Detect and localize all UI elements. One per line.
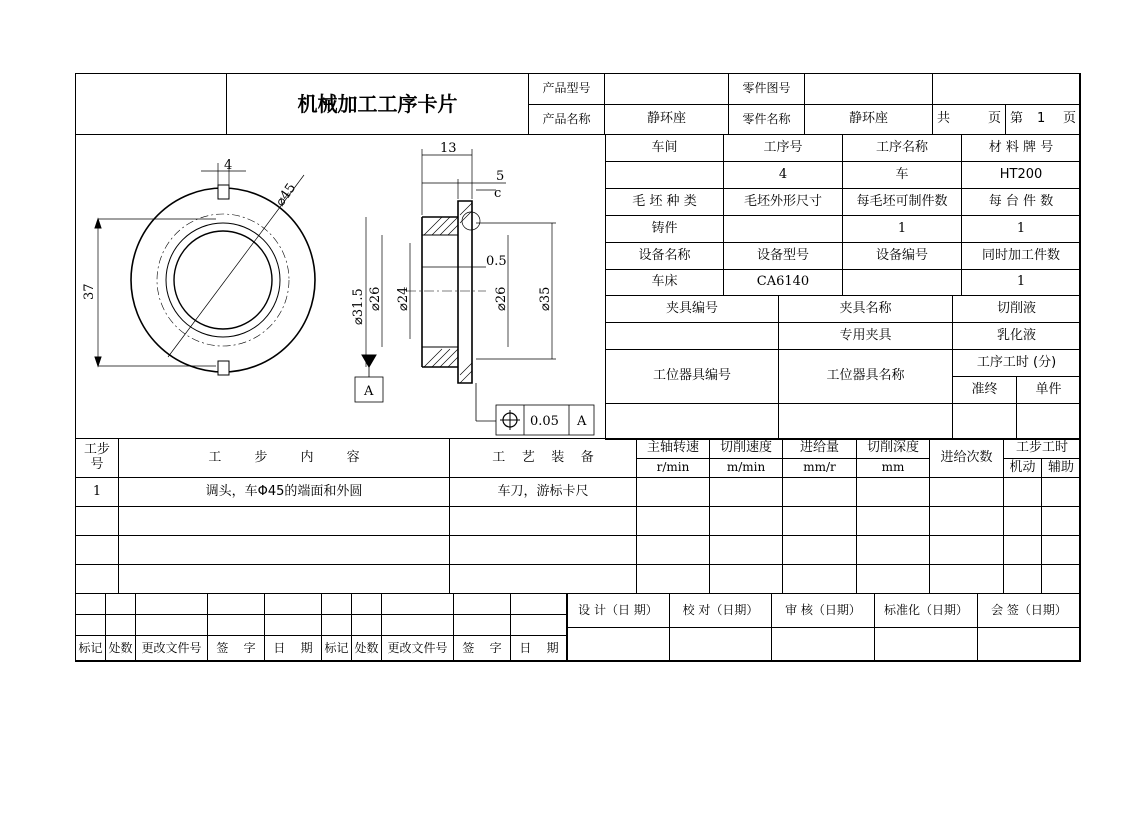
step-cell[interactable]	[1004, 565, 1042, 594]
fixture-no-label: 夹具编号	[606, 296, 779, 323]
station-tool-name-label: 工位器具名称	[779, 350, 953, 404]
step-aux[interactable]	[1042, 478, 1081, 507]
step-spindle[interactable]	[637, 478, 710, 507]
rev-cell[interactable]	[382, 594, 454, 615]
op-no-label: 工序号	[724, 135, 843, 162]
step-content[interactable]: 调头，车Φ45的端面和外圆	[119, 478, 450, 507]
unit-label: 单件	[1017, 377, 1081, 404]
step-cell[interactable]	[119, 536, 450, 565]
rev-cell[interactable]	[352, 615, 382, 636]
check-label: 校 对（日期）	[670, 594, 772, 628]
step-cell[interactable]	[119, 565, 450, 594]
sheet-pages-label: 页	[1062, 111, 1076, 127]
doc-label-2: 更改文件号	[382, 636, 454, 662]
mark-label: 标记	[76, 636, 106, 662]
table-row	[76, 565, 1081, 594]
doc-label: 更改文件号	[136, 636, 208, 662]
step-cell[interactable]	[1004, 507, 1042, 536]
datum-label: A	[364, 384, 374, 399]
standard-value[interactable]	[875, 628, 978, 662]
equip-name-value[interactable]: 车床	[606, 270, 724, 296]
mark-label-2: 标记	[322, 636, 352, 662]
top-notch	[218, 185, 229, 199]
bottom-notch	[218, 361, 229, 375]
station-tool-no-label: 工位器具编号	[606, 350, 779, 404]
per-unit-value[interactable]: 1	[962, 216, 1081, 243]
blank-type-value[interactable]: 铸件	[606, 216, 724, 243]
outer-circle	[131, 188, 315, 372]
material-value[interactable]: HT200	[962, 162, 1081, 189]
product-name-label: 产品名称	[529, 105, 605, 135]
total-pages-cell	[933, 105, 1006, 135]
count-label: 处数	[106, 636, 136, 662]
equip-name-label: 设备名称	[606, 243, 724, 270]
rev-cell[interactable]	[136, 594, 208, 615]
op-no-value[interactable]: 4	[724, 162, 843, 189]
rev-cell[interactable]	[454, 594, 511, 615]
equip-no-label: 设备编号	[843, 243, 962, 270]
step-cell[interactable]	[710, 507, 783, 536]
equip-model-label: 设备型号	[724, 243, 843, 270]
page-title: 机械加工工序卡片	[227, 74, 529, 135]
step-cell[interactable]	[710, 565, 783, 594]
dim-4: 4	[224, 158, 233, 173]
step-cell[interactable]	[76, 536, 119, 565]
rev-cell[interactable]	[265, 615, 322, 636]
count-label-2: 处数	[352, 636, 382, 662]
step-cell[interactable]	[637, 507, 710, 536]
passes-header: 进给次数	[930, 439, 1004, 478]
step-depth[interactable]	[857, 478, 930, 507]
header-extra-cell	[933, 74, 1081, 105]
op-name-label: 工序名称	[843, 135, 962, 162]
fixture-name-label: 夹具名称	[779, 296, 953, 323]
step-cell[interactable]	[857, 565, 930, 594]
fixture-name-value[interactable]: 专用夹具	[779, 323, 953, 350]
step-cell[interactable]	[783, 507, 857, 536]
total-label: 共	[937, 111, 951, 127]
tolerance-value: 0.05	[530, 414, 559, 429]
part-drawing	[76, 135, 606, 438]
step-cell[interactable]	[930, 536, 1004, 565]
step-time-header: 工步工时	[1004, 439, 1081, 459]
step-cell[interactable]	[930, 565, 1004, 594]
step-cell[interactable]	[76, 507, 119, 536]
process-card	[75, 73, 1080, 661]
cut-speed-header: 切削速度	[710, 439, 783, 459]
approval-table	[566, 593, 1081, 662]
material-label: 材 料 牌 号	[962, 135, 1081, 162]
review-value[interactable]	[772, 628, 875, 662]
center-circle	[157, 214, 289, 346]
countersign-label: 会 签（日期）	[978, 594, 1081, 628]
dim-31-5: ⌀31.5	[351, 288, 366, 325]
per-blank-label: 每毛坯可制件数	[843, 189, 962, 216]
header-table	[75, 73, 1081, 135]
simul-label: 同时加工件数	[962, 243, 1081, 270]
step-cell[interactable]	[1042, 507, 1081, 536]
station-tool-name-value[interactable]	[779, 404, 953, 440]
dim-35: ⌀35	[538, 286, 553, 311]
info-table-b	[605, 295, 1081, 440]
rev-cell[interactable]	[208, 594, 265, 615]
part-drawing-svg	[76, 135, 606, 438]
step-cell[interactable]	[710, 536, 783, 565]
rev-cell[interactable]	[322, 594, 352, 615]
prep-value[interactable]	[953, 404, 1017, 440]
product-model-value[interactable]	[605, 74, 729, 105]
step-feed[interactable]	[783, 478, 857, 507]
rev-cell[interactable]	[511, 594, 568, 615]
dim-26b: ⌀26	[494, 286, 509, 311]
coolant-value[interactable]: 乳化液	[953, 323, 1081, 350]
blank-size-value[interactable]	[724, 216, 843, 243]
rev-cell[interactable]	[106, 594, 136, 615]
sheet-label: 第	[1010, 111, 1024, 127]
step-cell[interactable]	[76, 565, 119, 594]
rev-cell[interactable]	[106, 615, 136, 636]
step-cell[interactable]	[450, 507, 637, 536]
step-no-label-1: 工步	[83, 442, 110, 458]
body-outline	[422, 217, 458, 367]
part-name-label: 零件名称	[729, 105, 805, 135]
step-no[interactable]: 1	[76, 478, 119, 507]
design-value[interactable]	[567, 628, 670, 662]
revision-table	[75, 593, 568, 662]
sheet-cell	[1006, 105, 1081, 135]
mid-circle	[166, 223, 280, 337]
sig-label: 签 字	[208, 636, 265, 662]
part-drawing-no-value[interactable]	[805, 74, 933, 105]
countersign-value[interactable]	[978, 628, 1081, 662]
feed-unit: mm/r	[783, 459, 857, 478]
step-cell[interactable]	[1004, 536, 1042, 565]
station-tool-no-value[interactable]	[606, 404, 779, 440]
equip-model-value[interactable]: CA6140	[724, 270, 843, 296]
blank-size-label: 毛坯外形尺寸	[724, 189, 843, 216]
rev-cell[interactable]	[76, 615, 106, 636]
rev-cell[interactable]	[454, 615, 511, 636]
dim-24: ⌀24	[396, 286, 411, 311]
header-blank	[76, 74, 227, 135]
rev-cell[interactable]	[352, 594, 382, 615]
dim-0-5: 0.5	[486, 254, 507, 269]
feed-header: 进给量	[783, 439, 857, 459]
step-passes[interactable]	[930, 478, 1004, 507]
dim-c: c	[494, 186, 502, 201]
sig-label-2: 签 字	[454, 636, 511, 662]
step-cut-speed[interactable]	[710, 478, 783, 507]
rev-cell[interactable]	[136, 615, 208, 636]
dim-45: ⌀45	[272, 180, 300, 210]
rev-cell[interactable]	[511, 615, 568, 636]
content-header: 工 步 内 容	[119, 439, 450, 478]
step-cell[interactable]	[1042, 536, 1081, 565]
product-name-value[interactable]: 静环座	[605, 105, 729, 135]
flange	[458, 201, 472, 383]
step-cell[interactable]	[637, 565, 710, 594]
rev-cell[interactable]	[76, 594, 106, 615]
spindle-header: 主轴转速	[637, 439, 710, 459]
depth-unit: mm	[857, 459, 930, 478]
design-label: 设 计（日 期）	[567, 594, 670, 628]
inner-circle	[174, 231, 272, 329]
spindle-unit: r/min	[637, 459, 710, 478]
unit-value[interactable]	[1017, 404, 1081, 440]
step-cell[interactable]	[1042, 565, 1081, 594]
op-name-value[interactable]: 车	[843, 162, 962, 189]
per-unit-label: 每 台 件 数	[962, 189, 1081, 216]
per-blank-value[interactable]: 1	[843, 216, 962, 243]
rev-cell[interactable]	[322, 615, 352, 636]
dim-5: 5	[496, 169, 505, 184]
equip-no-value[interactable]	[843, 270, 962, 296]
workshop-value[interactable]	[606, 162, 724, 189]
simul-value[interactable]: 1	[962, 270, 1081, 296]
step-machine[interactable]	[1004, 478, 1042, 507]
product-model-label: 产品型号	[529, 74, 605, 105]
machine-header: 机动	[1004, 459, 1042, 478]
dim-37: 37	[82, 283, 97, 300]
op-time-label: 工序工时 (分)	[953, 350, 1081, 377]
blank-type-label: 毛 坯 种 类	[606, 189, 724, 216]
equipment-header: 工 艺 装 备	[450, 439, 637, 478]
step-equipment[interactable]: 车刀，游标卡尺	[450, 478, 637, 507]
date-label: 日 期	[265, 636, 322, 662]
table-row	[76, 478, 1081, 507]
review-label: 审 核（日期）	[772, 594, 875, 628]
rev-cell[interactable]	[382, 615, 454, 636]
step-cell[interactable]	[450, 565, 637, 594]
table-row	[76, 507, 1081, 536]
step-no-label-2: 号	[90, 457, 104, 472]
coolant-label: 切削液	[953, 296, 1081, 323]
cut-speed-unit: m/min	[710, 459, 783, 478]
standard-label: 标准化（日期）	[875, 594, 978, 628]
sheet-no: 1	[1037, 111, 1046, 127]
depth-header: 切削深度	[857, 439, 930, 459]
step-cell[interactable]	[450, 536, 637, 565]
step-no-header	[76, 439, 119, 478]
part-drawing-no-label: 零件图号	[729, 74, 805, 105]
step-cell[interactable]	[930, 507, 1004, 536]
part-name-value[interactable]: 静环座	[805, 105, 933, 135]
step-cell[interactable]	[857, 536, 930, 565]
prep-label: 准终	[953, 377, 1017, 404]
dim-26a: ⌀26	[368, 286, 383, 311]
steps-table	[75, 438, 1081, 594]
check-value[interactable]	[670, 628, 772, 662]
fixture-no-value[interactable]	[606, 323, 779, 350]
step-cell[interactable]	[857, 507, 930, 536]
rev-cell[interactable]	[208, 615, 265, 636]
date-label-2: 日 期	[511, 636, 568, 662]
step-cell[interactable]	[119, 507, 450, 536]
tolerance-datum: A	[577, 414, 587, 429]
aux-header: 辅助	[1042, 459, 1081, 478]
table-row	[76, 536, 1081, 565]
workshop-label: 车间	[606, 135, 724, 162]
step-cell[interactable]	[783, 565, 857, 594]
pages-label: 页	[987, 111, 1001, 127]
step-cell[interactable]	[783, 536, 857, 565]
detail-circle-c	[462, 212, 480, 230]
info-table-a	[605, 134, 1081, 296]
step-cell[interactable]	[637, 536, 710, 565]
rev-cell[interactable]	[265, 594, 322, 615]
dim-13: 13	[440, 141, 457, 156]
